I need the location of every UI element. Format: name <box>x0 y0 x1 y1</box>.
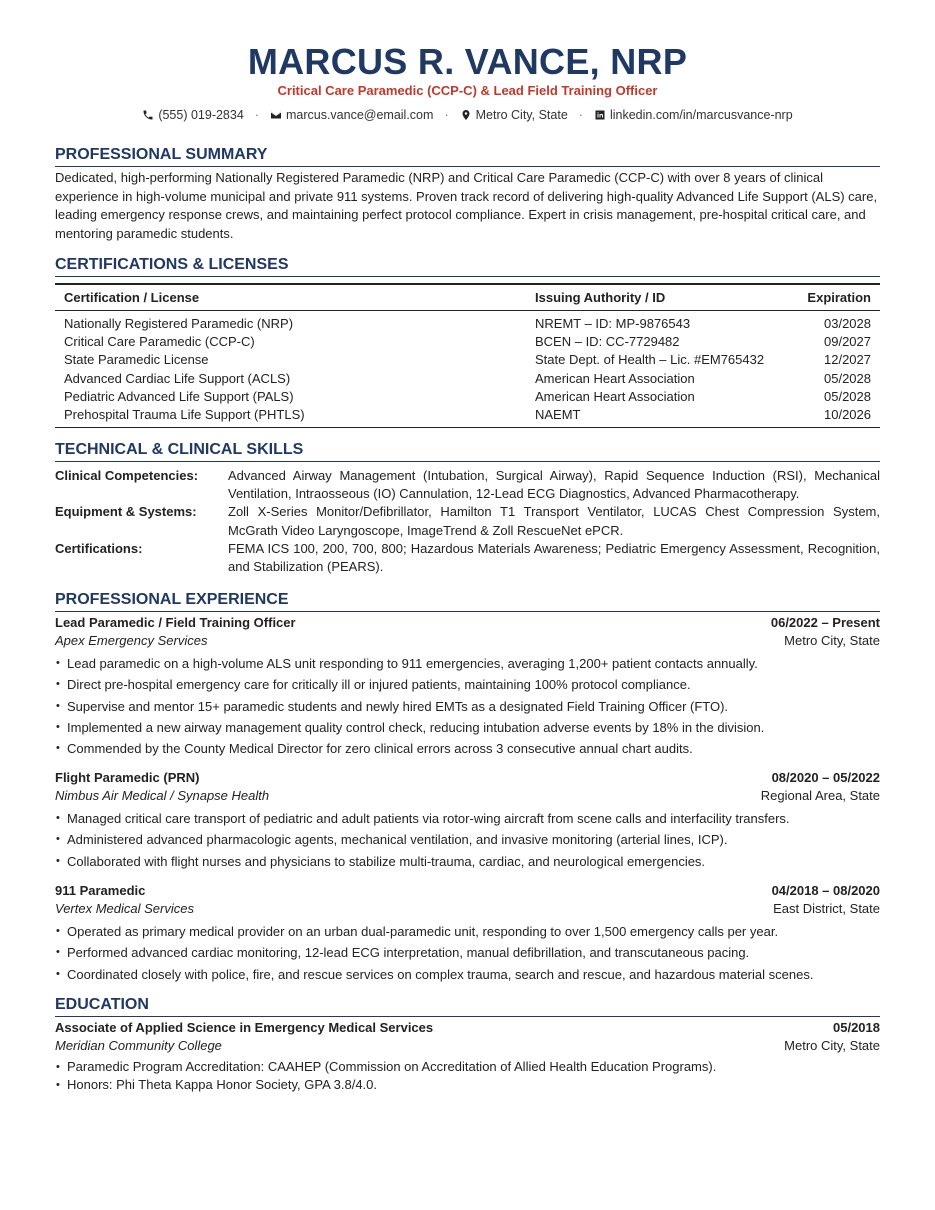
phone-icon <box>142 109 154 121</box>
list-item: • Managed critical care transport of pediatric and adult patients via rotor-wing aircraft from scene calls and interfacility transfers. <box>55 808 880 829</box>
certifications-table <box>55 283 880 428</box>
education-bullets <box>55 1058 880 1094</box>
list-item: • Honors: Phi Theta Kappa Honor Society, GPA 3.8/4.0. <box>55 1076 880 1094</box>
table-header-row <box>55 284 880 311</box>
education-school: Meridian Community College <box>55 1038 222 1053</box>
table-row <box>55 351 880 369</box>
map-pin-icon <box>460 109 472 121</box>
list-item: • Performed advanced cardiac monitoring, 12-lead ECG interpretation, manual defibrillation, and transcutaneous pacing. <box>55 942 880 963</box>
table-row <box>55 370 880 388</box>
education-date: 05/2018 <box>833 1020 880 1035</box>
list-item: • Implemented a new airway management quality control check, reducing intubation adverse events by 18% in the division. <box>55 717 880 738</box>
candidate-name: MARCUS R. VANCE, NRP <box>247 41 688 82</box>
contact-separator: · <box>578 108 583 122</box>
job-dates: 04/2018 – 08/2020 <box>771 883 880 898</box>
job-bullets <box>55 653 880 759</box>
list-item: • Direct pre-hospital emergency care for critically ill or injured patients, maintaining 100% protocol compliance. <box>55 674 880 695</box>
list-item: • Commended by the County Medical Director for zero clinical errors across 3 consecutive annual chart audits. <box>55 738 880 759</box>
list-item: • Administered advanced pharmacologic agents, mechanical ventilation, and invasive monitoring (arterial lines, ICP). <box>55 829 880 850</box>
contact-email[interactable] <box>270 107 433 123</box>
education-subheader <box>55 1037 880 1055</box>
skill-text: Zoll X-Series Monitor/Defibrillator, Hamilton T1 Transport Ventilator, LUCAS Chest Compression System, McGrath Video Laryngoscope, ImageTrend & Zoll RescueNet ePCR. <box>228 504 880 538</box>
job-dates: 06/2022 – Present <box>770 615 880 630</box>
cert-expiration: 10/2026 <box>824 407 871 423</box>
section-title-education: EDUCATION <box>55 995 880 1017</box>
job-organization: Nimbus Air Medical / Synapse Health <box>55 788 270 803</box>
contact-separator: · <box>444 108 449 122</box>
job-bullets <box>55 921 880 985</box>
cert-expiration: 03/2028 <box>824 316 871 331</box>
cert-authority: American Heart Association <box>535 388 695 404</box>
column-header-certification: Certification / License <box>55 284 535 311</box>
section-title-certifications: CERTIFICATIONS & LICENSES <box>55 255 880 277</box>
list-item: • Collaborated with flight nurses and physicians to stabilize multi-trauma, cardiac, and neurological emergencies. <box>55 851 880 872</box>
education-location: Metro City, State <box>784 1038 880 1053</box>
column-header-authority: Issuing Authority / ID <box>535 284 797 311</box>
job-dates: 08/2020 – 05/2022 <box>771 770 880 785</box>
job-entry <box>55 769 880 872</box>
list-item: • Supervise and mentor 15+ paramedic students and newly hired EMTs as a designated Field Training Officer (FTO). <box>55 696 880 717</box>
contact-separator: · <box>254 108 259 122</box>
job-header <box>55 769 880 787</box>
cert-name: Critical Care Paramedic (CCP-C) <box>64 334 255 350</box>
cert-name: Nationally Registered Paramedic (NRP) <box>64 316 294 331</box>
job-role: 911 Paramedic <box>55 883 146 898</box>
job-role: Flight Paramedic (PRN) <box>55 770 200 785</box>
skill-row <box>55 467 880 503</box>
table-row <box>55 388 880 406</box>
skill-row <box>55 503 880 539</box>
skill-label: Certifications: <box>55 540 143 556</box>
table-row <box>55 406 880 428</box>
skills-list <box>55 467 880 576</box>
job-subheader <box>55 900 880 918</box>
job-role: Lead Paramedic / Field Training Officer <box>55 615 296 630</box>
cert-expiration: 12/2027 <box>824 352 871 368</box>
education-entry <box>55 1019 880 1094</box>
skill-row <box>55 540 880 576</box>
headline: Critical Care Paramedic (CCP-C) & Lead Field Training Officer <box>277 83 658 98</box>
job-bullets <box>55 808 880 872</box>
table-row <box>55 333 880 351</box>
section-title-skills: TECHNICAL & CLINICAL SKILLS <box>55 440 880 462</box>
contact-location <box>460 107 568 123</box>
table-row <box>55 311 880 334</box>
section-title-summary: PROFESSIONAL SUMMARY <box>55 145 880 167</box>
cert-expiration: 05/2028 <box>824 388 871 404</box>
job-subheader <box>55 787 880 805</box>
cert-name: State Paramedic License <box>64 352 209 368</box>
skill-text: Advanced Airway Management (Intubation, Surgical Airway), Rapid Sequence Induction (RSI), Mechanical Ventilation, Intraosseous (IO) Cannulation, 12-Lead ECG Diagnostics, Advanced Pharmacotherapy. <box>228 468 880 502</box>
job-subheader <box>55 632 880 650</box>
contact-location-text: Metro City, State <box>475 108 568 122</box>
cert-authority: American Heart Association <box>535 370 695 386</box>
cert-name: Pediatric Advanced Life Support (PALS) <box>64 388 294 404</box>
contact-phone[interactable] <box>142 107 243 123</box>
linkedin-icon <box>594 109 606 121</box>
envelope-icon <box>270 109 282 121</box>
list-item: • Coordinated closely with police, fire, and rescue services on complex trauma, search and rescue, and hazardous material scenes. <box>55 964 880 985</box>
summary-text: Dedicated, high-performing Nationally Registered Paramedic (NRP) and Critical Care Paramedic (CCP-C) with over 8 years of clinical experience in high-volume municipal and private 911 systems. Proven track record of delivering high-quality Advanced Life Support (ALS) care, leading emergency response crews, and maintaining perfect protocol compliance. Expert in crisis management, pre-hospital critical care, and mentoring paramedic students. <box>55 170 878 241</box>
contact-linkedin[interactable] <box>594 107 793 123</box>
contact-email-text: marcus.vance@email.com <box>285 108 434 122</box>
job-entry <box>55 882 880 985</box>
contact-linkedin-text: linkedin.com/in/marcusvance-nrp <box>609 108 793 122</box>
job-entry <box>55 614 880 759</box>
list-item: • Paramedic Program Accreditation: CAAHEP (Commission on Accreditation of Allied Health Education Programs). <box>55 1058 880 1076</box>
job-header <box>55 882 880 900</box>
job-header <box>55 614 880 632</box>
list-item: • Lead paramedic on a high-volume ALS unit responding to 911 emergencies, averaging 1,200+ patient contacts annually. <box>55 653 880 674</box>
column-header-expiration: Expiration <box>797 284 880 311</box>
contact-bar <box>55 107 880 123</box>
skill-label: Equipment & Systems: <box>55 504 197 520</box>
skill-label: Clinical Competencies: <box>55 468 199 483</box>
education-degree: Associate of Applied Science in Emergency Medical Services <box>55 1020 434 1035</box>
job-organization: Vertex Medical Services <box>55 901 194 916</box>
cert-authority: BCEN – ID: CC-7729482 <box>535 334 680 350</box>
section-title-experience: PROFESSIONAL EXPERIENCE <box>55 590 880 612</box>
cert-name: Prehospital Trauma Life Support (PHTLS) <box>64 407 305 423</box>
job-location: East District, State <box>773 901 880 916</box>
cert-expiration: 05/2028 <box>824 370 871 386</box>
cert-authority: NAEMT <box>535 407 581 423</box>
education-header <box>55 1019 880 1037</box>
cert-name: Advanced Cardiac Life Support (ACLS) <box>64 370 291 386</box>
job-organization: Apex Emergency Services <box>55 633 208 648</box>
skill-text: FEMA ICS 100, 200, 700, 800; Hazardous Materials Awareness; Pediatric Emergency Assessment, Recognition, and Stabilization (PEARS). <box>228 540 880 575</box>
list-item: • Operated as primary medical provider on an urban dual-paramedic unit, responding to over 1,500 emergency calls per year. <box>55 921 880 942</box>
cert-authority: NREMT – ID: MP-9876543 <box>535 316 691 331</box>
job-location: Regional Area, State <box>760 788 880 803</box>
cert-expiration: 09/2027 <box>824 334 871 350</box>
job-location: Metro City, State <box>784 633 880 648</box>
cert-authority: State Dept. of Health – Lic. #EM765432 <box>535 352 765 368</box>
contact-phone-text: (555) 019-2834 <box>158 108 244 122</box>
